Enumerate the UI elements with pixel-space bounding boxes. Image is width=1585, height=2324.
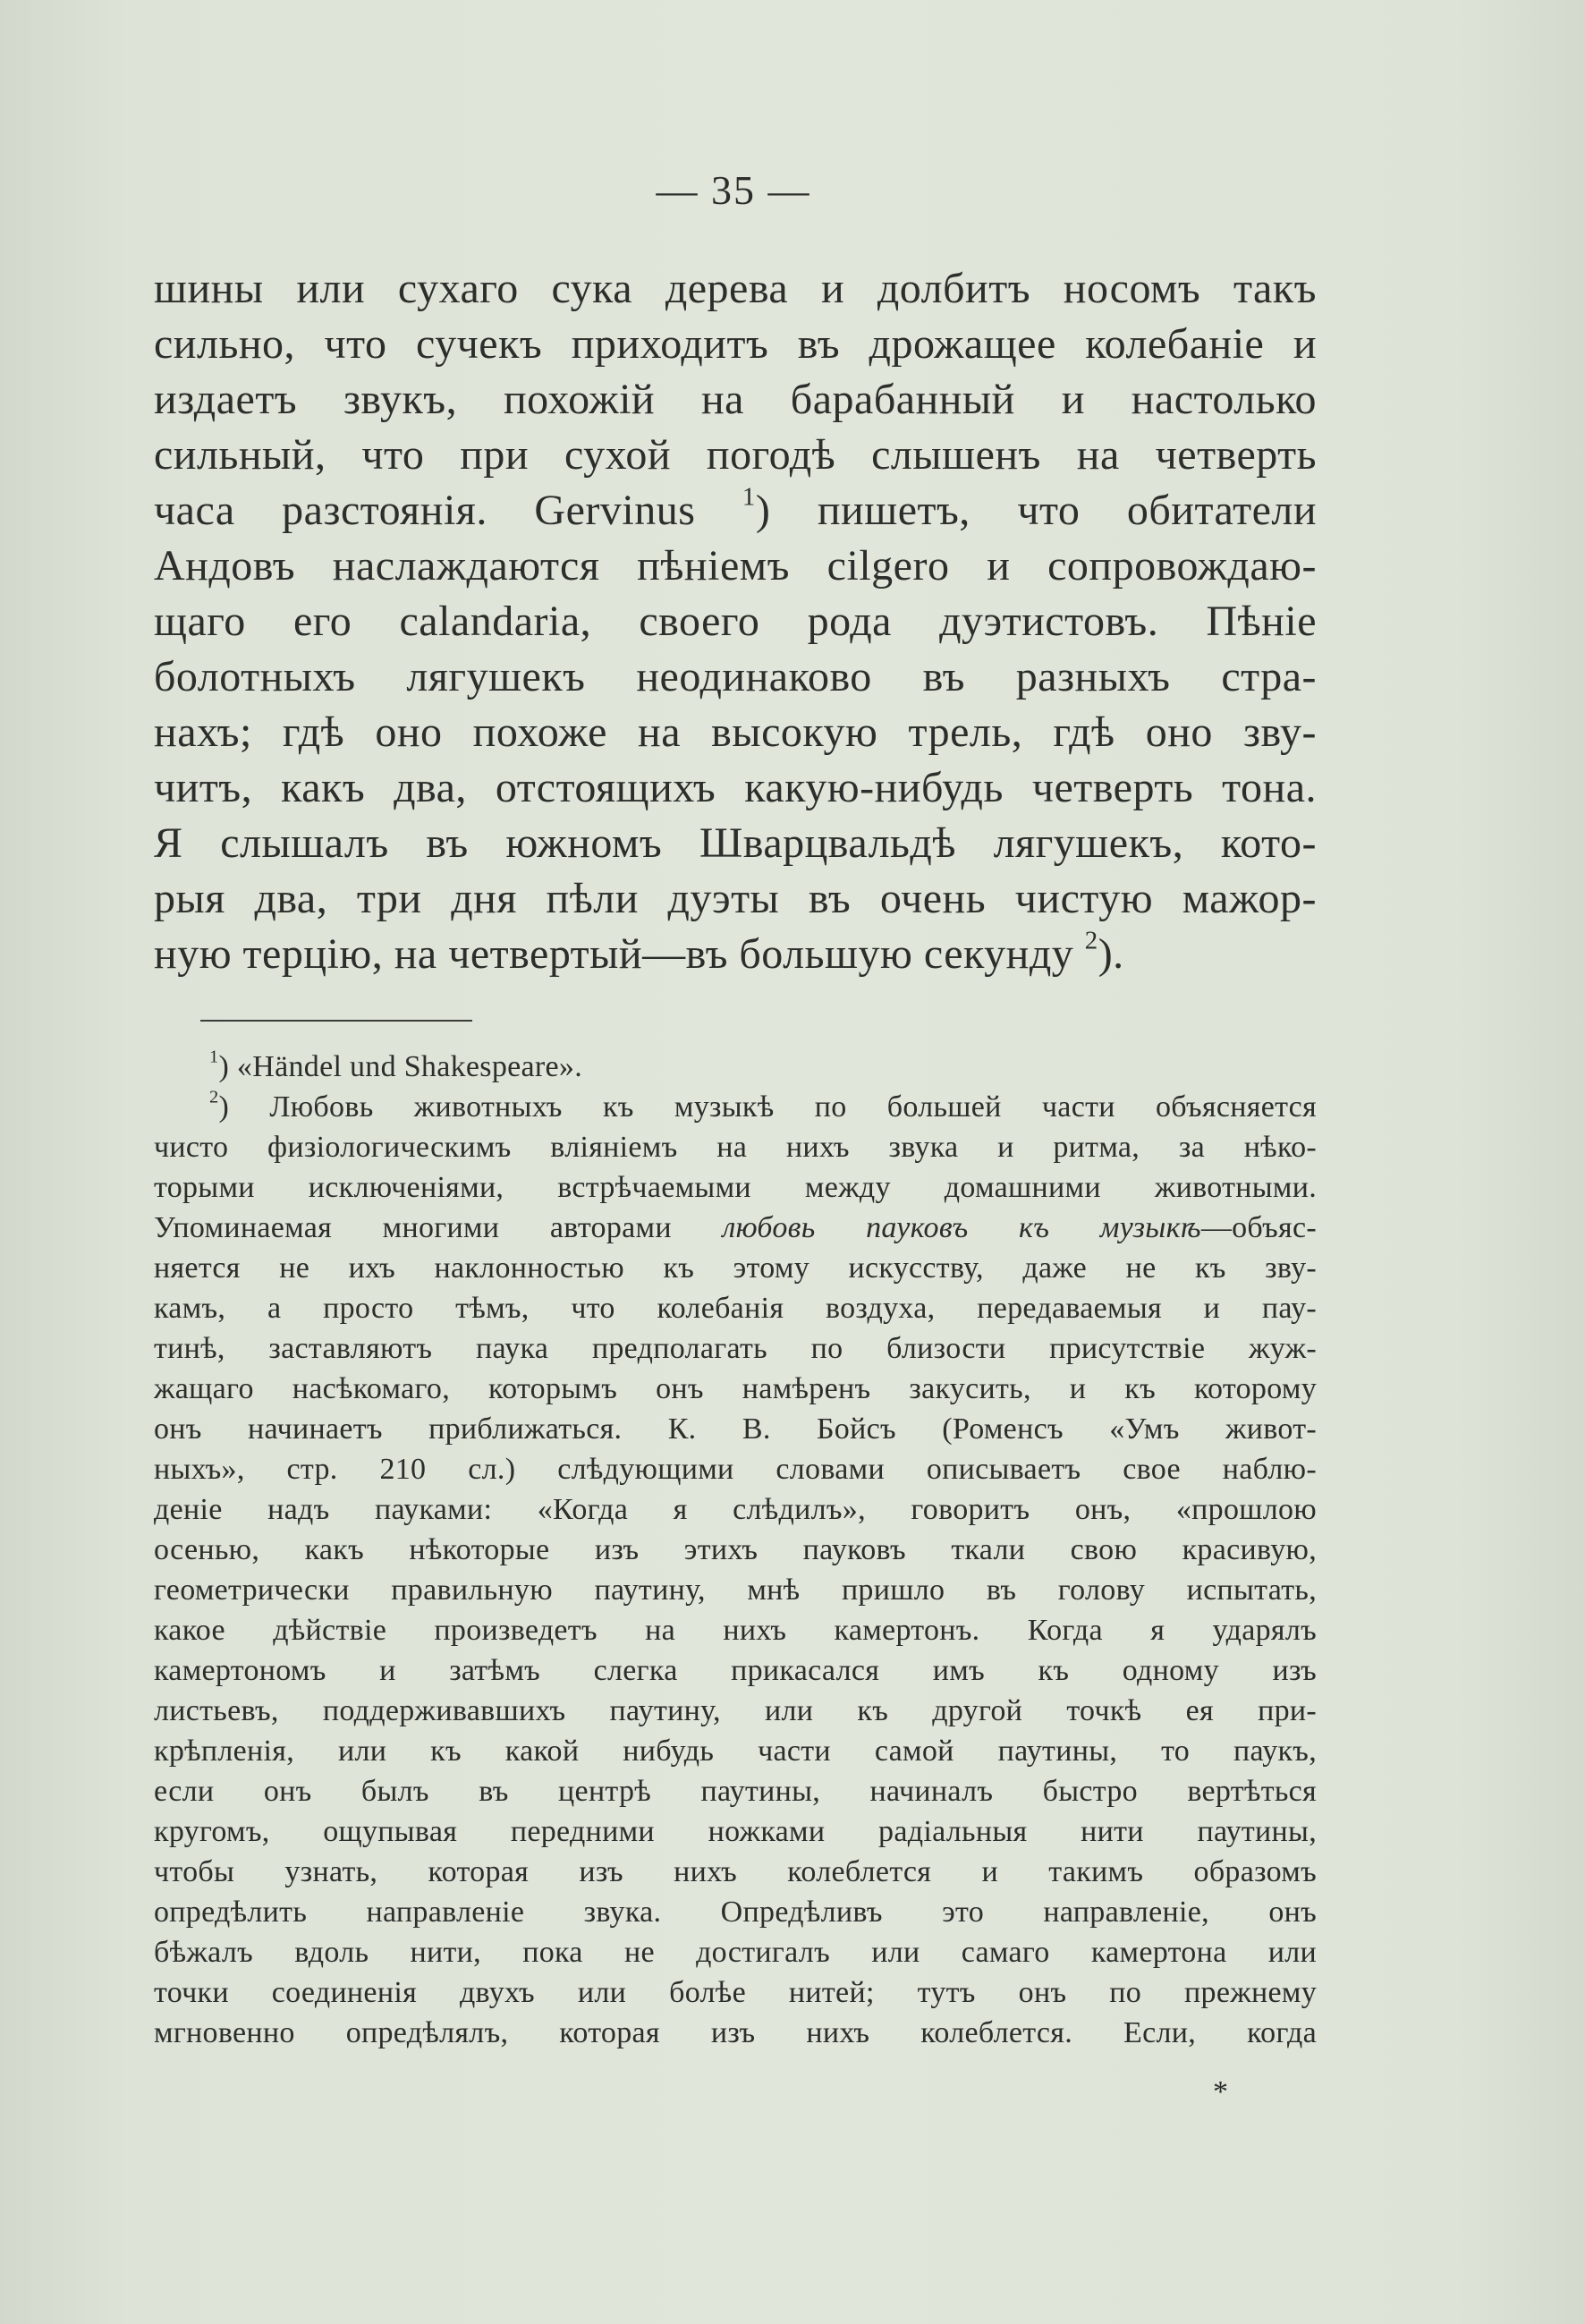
main-line: читъ, какъ два, отстоящихъ какую-нибудь четверть тона. xyxy=(154,764,1317,811)
footnote-line: няется не ихъ наклонностью къ этому искусству, даже не къ зву- xyxy=(154,1251,1317,1285)
main-line: сильный, что при сухой погодѣ слышенъ на четверть xyxy=(154,431,1317,479)
footnote-italic-phrase: любовь пауковъ къ музыкѣ xyxy=(722,1211,1201,1244)
footnote-line-text: Упоминаемая многими авторами xyxy=(154,1211,723,1244)
footnote-2-text: ) Любовь животныхъ къ музыкѣ по большей части объясняется xyxy=(218,1090,1317,1124)
footnote-line: чтобы узнать, которая изъ нихъ колеблется и такимъ образомъ xyxy=(154,1855,1317,1888)
footnote-2 xyxy=(154,1087,1317,1127)
main-line: шины или сухаго сука дерева и долбитъ носомъ такъ xyxy=(154,265,1317,312)
footnote-line: мгновенно опредѣлялъ, которая изъ нихъ колеблется. Если, когда xyxy=(154,2016,1317,2049)
footnote-line: торыми исключеніями, встрѣчаемыми между домашними животными. xyxy=(154,1171,1317,1204)
footnote-1-text: ) «Händel und Shakespeare». xyxy=(218,1050,583,1083)
main-line-text: ). xyxy=(1098,930,1124,978)
footnote-line: деніе надъ пауками: «Когда я слѣдилъ», говоритъ онъ, «прошлою xyxy=(154,1493,1317,1526)
footnote-line: онъ начинаетъ приближаться. К. В. Бойсъ (Роменсъ «Умъ живот- xyxy=(154,1412,1317,1446)
main-text xyxy=(154,261,1317,982)
footnote-line: геометрически правильную паутину, мнѣ пришло въ голову испытать, xyxy=(154,1573,1317,1607)
footnote-line: ныхъ», стр. 210 сл.) слѣдующими словами описываетъ свое наблю- xyxy=(154,1453,1317,1486)
footnote-line: какое дѣйствіе произведетъ на нихъ камертонъ. Когда я ударялъ xyxy=(154,1614,1317,1647)
footnote-line: осенью, какъ нѣкоторые изъ этихъ пауковъ ткали свою красивую, xyxy=(154,1533,1317,1566)
main-line: издаетъ звукъ, похожій на барабанный и настолько xyxy=(154,376,1317,423)
main-line-text: ную терцію, на четвертый—въ большую секунду xyxy=(154,930,1074,978)
footnote-line xyxy=(154,1208,1317,1248)
footnote-line: камертономъ и затѣмъ слегка прикасался имъ къ одному изъ xyxy=(154,1654,1317,1687)
main-line: нахъ; гдѣ оно похоже на высокую трель, гдѣ оно зву- xyxy=(154,708,1317,756)
main-line: щаго его calandaria, своего рода дуэтистовъ. Пѣніе xyxy=(154,598,1317,645)
footnote-line-text: —объяс- xyxy=(1200,1211,1317,1244)
footnote-marker-1: 1 xyxy=(209,1047,219,1067)
footnote-line: кругомъ, ощупывая передними ножками радіальныя нити паутины, xyxy=(154,1815,1317,1848)
signature-mark: * xyxy=(1213,2075,1228,2108)
main-line: сильно, что сучекъ приходитъ въ дрожащее колебаніе и xyxy=(154,320,1317,368)
main-line: рыя два, три дня пѣли дуэты въ очень чистую мажор- xyxy=(154,875,1317,922)
footnote-line: чисто физіологическимъ вліяніемъ на нихъ звука и ритма, за нѣко- xyxy=(154,1131,1317,1164)
footnote-line: камъ, а просто тѣмъ, что колебанія воздуха, передаваемыя и пау- xyxy=(154,1292,1317,1325)
main-line: Андовъ наслаждаются пѣніемъ cilgero и сопровождаю- xyxy=(154,542,1317,589)
footnote-line: жащаго насѣкомаго, которымъ онъ намѣренъ закусить, и къ которому xyxy=(154,1372,1317,1405)
footnote-ref-1: 1 xyxy=(742,482,756,512)
footnote-1 xyxy=(154,1047,1317,1087)
footnote-line: если онъ былъ въ центрѣ паутины, начиналъ быстро вертѣться xyxy=(154,1775,1317,1808)
footnote-line: тинѣ, заставляютъ паука предполагать по близости присутствіе жуж- xyxy=(154,1332,1317,1365)
footnote-divider xyxy=(200,1020,472,1022)
footnote-line: листьевъ, поддерживавшихъ паутину, или къ другой точкѣ ея при- xyxy=(154,1694,1317,1727)
main-line: болотныхъ лягушекъ неодинаково въ разныхъ стра- xyxy=(154,653,1317,700)
page-number: — 35 — xyxy=(656,167,811,213)
footnote-line: бѣжалъ вдоль нити, пока не достигалъ или самаго камертона или xyxy=(154,1936,1317,1969)
footnote-line: точки соединенія двухъ или болѣе нитей; тутъ онъ по прежнему xyxy=(154,1976,1317,2009)
main-line xyxy=(154,483,1317,539)
main-line-text: часа разстоянія. Gervinus xyxy=(154,487,696,534)
main-line xyxy=(154,927,1317,982)
footnote-line: опредѣлить направленіе звука. Опредѣливъ это направленіе, онъ xyxy=(154,1896,1317,1929)
footnote-marker-2: 2 xyxy=(209,1087,219,1107)
footnote-line: крѣпленія, или къ какой нибудь части самой паутины, то паукъ, xyxy=(154,1735,1317,1768)
footnote-ref-2: 2 xyxy=(1084,926,1098,955)
footnotes xyxy=(154,1047,1317,2053)
main-line: Я слышалъ въ южномъ Шварцвальдѣ лягушекъ, кото- xyxy=(154,819,1317,867)
main-line-text: ) пишетъ, что обитатели xyxy=(755,487,1318,534)
